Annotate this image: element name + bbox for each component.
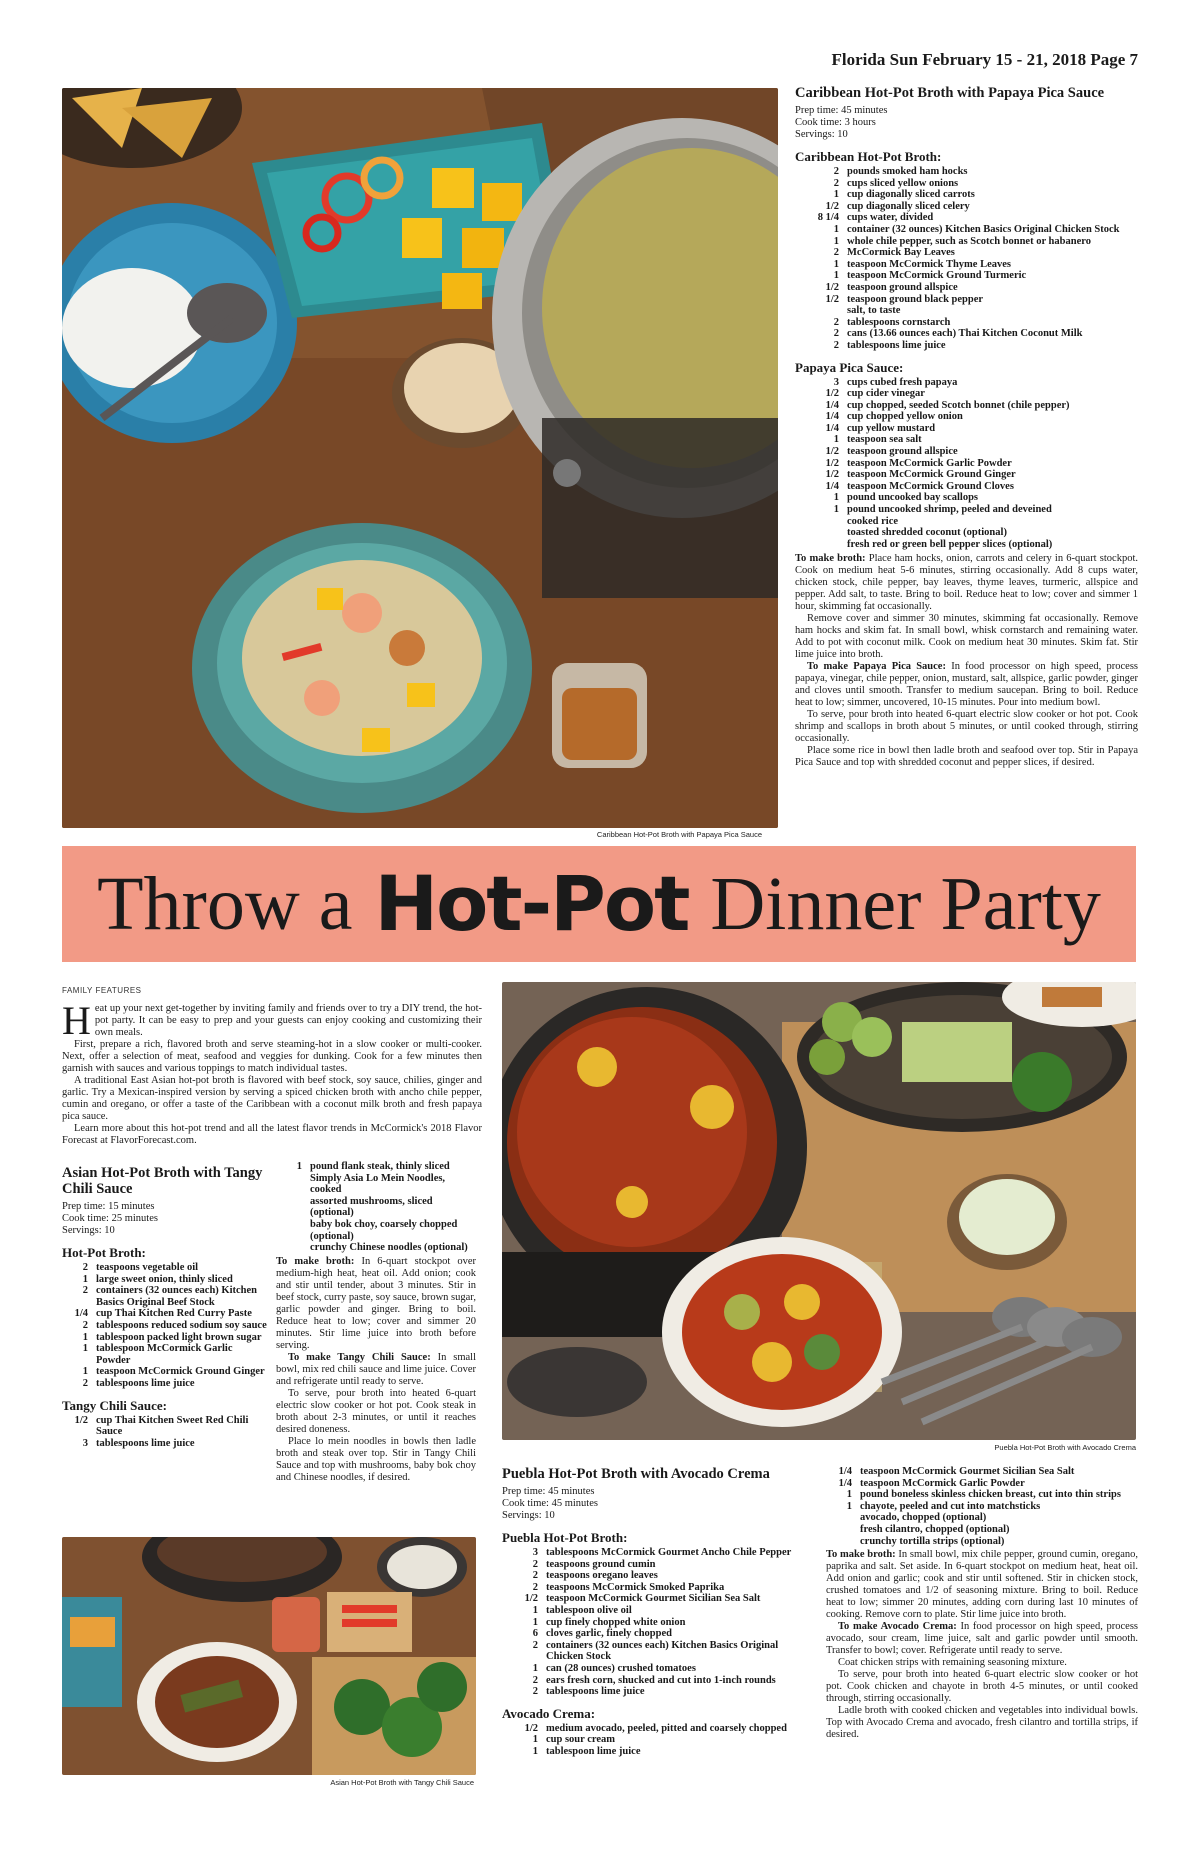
caribbean-recipe <box>795 85 1138 769</box>
ingredient-row <box>795 294 1138 306</box>
ingredient-text: cloves garlic, finely chopped <box>546 1628 672 1640</box>
ingredient-text: cups cubed fresh papaya <box>847 376 958 388</box>
ingredient-quantity: 1 <box>846 1489 852 1501</box>
ingredient-text: cup diagonally sliced carrots <box>847 189 975 201</box>
ingredient-text: McCormick Bay Leaves <box>847 247 955 259</box>
ingredient-row <box>795 270 1138 282</box>
ingredient-quantity: 1 <box>833 235 839 247</box>
puebla-title: Puebla Hot-Pot Broth with Avocado Crema <box>502 1466 770 1482</box>
ingredient-row <box>795 212 1138 224</box>
puebla-photo-art <box>502 982 1136 1440</box>
caribbean-servings: Servings: 10 <box>795 129 848 140</box>
caribbean-directions-5: Place some rice in bowl then ladle broth and seafood over top. Stir in Papaya Pica Sauce and top with shredded coconut and pepper slices, if desired. <box>795 745 1138 769</box>
ingredient-row <box>502 1547 812 1559</box>
ingredient-quantity: 1 <box>532 1616 538 1628</box>
ingredient-quantity: 1 <box>833 223 839 235</box>
ingredient-quantity: 2 <box>833 177 839 189</box>
ingredient-row <box>795 178 1138 190</box>
intro-article <box>62 985 482 1147</box>
ingredient-text: cups water, divided <box>847 212 934 224</box>
ingredient-row <box>62 1320 267 1332</box>
caribbean-title: Caribbean Hot-Pot Broth with Papaya Pica Sauce <box>795 85 1105 101</box>
ingredient-quantity: 6 <box>532 1628 538 1640</box>
puebla-directions-3: Coat chicken strips with remaining seasoning mixture. <box>838 1657 1067 1669</box>
ingredient-text: Simply Asia Lo Mein Noodles, cooked <box>310 1172 446 1196</box>
ingredient-text: tablespoons lime juice <box>96 1437 195 1449</box>
ingredient-row <box>62 1366 267 1378</box>
ingredient-row <box>502 1746 812 1758</box>
ingredient-row <box>502 1559 812 1571</box>
ingredient-text: avocado, chopped (optional) <box>860 1512 987 1524</box>
ingredient-row <box>795 423 1138 435</box>
ingredient-row <box>795 446 1138 458</box>
ingredient-quantity: 3 <box>833 376 839 388</box>
ingredient-quantity <box>276 1219 310 1242</box>
ingredient-text: tablespoons McCormick Gourmet Ancho Chile Pepper <box>546 1547 792 1558</box>
asian-directions-2: To make Tangy Chili Sauce: In small bowl, mix red chili sauce and lime juice. Cover and refrigerate until ready to serve. <box>276 1351 476 1387</box>
asian-broth-ingredients <box>62 1262 267 1390</box>
ingredient-text: tablespoon lime juice <box>546 1745 641 1757</box>
ingredient-quantity <box>276 1242 310 1254</box>
ingredient-text: cup diagonally sliced celery <box>847 200 970 212</box>
headline-part-1: Throw a <box>97 862 353 946</box>
caribbean-directions-4: To serve, pour broth into heated 6-quart electric slow cooker or hot pot. Cook shrimp and scallops in broth about 5 minutes, or until cooked through, stirring occasionally. <box>795 709 1138 745</box>
ingredient-quantity <box>795 527 847 539</box>
ingredient-quantity: 1 <box>532 1734 538 1746</box>
ingredient-row <box>502 1617 812 1629</box>
asian-photo-caption: Asian Hot-Pot Broth with Tangy Chili Sauce <box>330 1778 474 1787</box>
ingredient-row <box>502 1582 812 1594</box>
ingredient-text: baby bok choy, coarsely chopped (optional) <box>310 1218 458 1242</box>
ingredient-text: cooked rice <box>847 515 899 527</box>
ingredient-quantity: 1 <box>82 1273 88 1285</box>
ingredient-quantity <box>276 1196 310 1219</box>
puebla-broth-heading: Puebla Hot-Pot Broth: <box>502 1530 628 1545</box>
ingredient-quantity: 1/2 <box>74 1414 88 1426</box>
ingredient-quantity: 1/2 <box>825 469 839 481</box>
ingredient-text: salt, to taste <box>847 305 901 317</box>
ingredient-row <box>795 458 1138 470</box>
ingredient-quantity: 1 <box>833 504 839 516</box>
ingredient-row <box>795 166 1138 178</box>
ingredient-text: teaspoon McCormick Thyme Leaves <box>847 258 1011 270</box>
ingredient-row <box>795 388 1138 400</box>
ingredient-row <box>795 317 1138 329</box>
ingredient-text: fresh cilantro, chopped (optional) <box>860 1523 1010 1535</box>
ingredient-quantity <box>826 1536 860 1548</box>
ingredient-row <box>62 1308 267 1320</box>
puebla-cook: Cook time: 45 minutes <box>502 1498 598 1509</box>
caribbean-sauce-ingredients <box>795 377 1138 551</box>
ingredient-text: containers (32 ounces each) Kitchen Basics Original Chicken Stock <box>546 1639 779 1663</box>
puebla-directions-4: To serve, pour broth into heated 6-quart electric slow cooker or hot pot. Cook chicken and chayote in broth 4-5 minutes, or until cooked through, stirring occasionally. <box>826 1669 1138 1705</box>
ingredient-text: pound boneless skinless chicken breast, cut into thin strips <box>860 1489 1121 1501</box>
ingredient-row <box>795 259 1138 271</box>
ingredient-row <box>795 516 1138 528</box>
ingredient-row <box>62 1262 267 1274</box>
ingredient-quantity: 1 <box>82 1366 88 1378</box>
ingredient-row <box>276 1219 476 1242</box>
ingredient-quantity: 2 <box>833 339 839 351</box>
ingredient-quantity: 1 <box>82 1331 88 1343</box>
ingredient-quantity: 1 <box>532 1745 538 1757</box>
ingredient-row <box>826 1466 1138 1478</box>
puebla-broth-ingredients <box>502 1547 812 1698</box>
asian-directions-1: To make broth: In 6-quart stockpot over medium-high heat, heat oil. Add onion; cook and stir until tender, about 3 minutes. Stir in beef stock, curry paste, soy sauce, brown sugar, garlic powder and ginger. Bring to boil. Reduce heat to low; cover and simmer 20 minutes. Stir lime juice into broth before serving. <box>276 1255 476 1351</box>
ingredient-quantity: 2 <box>82 1377 88 1389</box>
ingredient-text: tablespoon packed light brown sugar <box>96 1331 262 1343</box>
ingredient-text: can (28 ounces) crushed tomatoes <box>546 1662 696 1674</box>
asian-title: Asian Hot-Pot Broth with Tangy Chili Sauce <box>62 1165 263 1197</box>
ingredient-text: pound flank steak, thinly sliced <box>310 1161 450 1172</box>
ingredient-text: cup cider vinegar <box>847 388 925 400</box>
ingredient-row <box>795 328 1138 340</box>
ingredient-row <box>502 1663 812 1675</box>
ingredient-text: cup chopped yellow onion <box>847 411 963 423</box>
ingredient-quantity: 1/2 <box>825 388 839 400</box>
ingredient-quantity: 1/2 <box>825 293 839 305</box>
ingredient-row <box>795 189 1138 201</box>
ingredient-quantity: 2 <box>532 1581 538 1593</box>
ingredient-row <box>502 1605 812 1617</box>
caribbean-cook: Cook time: 3 hours <box>795 117 876 128</box>
ingredient-text: large sweet onion, thinly sliced <box>96 1273 233 1285</box>
ingredient-text: tablespoon McCormick Garlic Powder <box>96 1343 233 1366</box>
ingredient-quantity: 2 <box>82 1262 88 1273</box>
ingredient-quantity <box>795 305 847 317</box>
ingredient-quantity: 1 <box>833 492 839 504</box>
ingredient-quantity: 1/4 <box>74 1308 88 1320</box>
ingredient-row <box>502 1723 812 1735</box>
ingredient-quantity: 2 <box>532 1570 538 1582</box>
ingredient-quantity: 2 <box>833 166 839 177</box>
puebla-photo-caption: Puebla Hot-Pot Broth with Avocado Crema <box>994 1443 1136 1452</box>
ingredient-row <box>826 1501 1138 1513</box>
ingredient-text: cans (13.66 ounces each) Thai Kitchen Coconut Milk <box>847 328 1083 340</box>
ingredient-text: assorted mushrooms, sliced (optional) <box>310 1195 433 1219</box>
ingredient-quantity: 2 <box>532 1674 538 1686</box>
ingredient-row <box>502 1686 812 1698</box>
ingredient-row <box>795 492 1138 504</box>
drop-cap: H <box>62 998 91 1043</box>
ingredient-text: teaspoon McCormick Ground Ginger <box>96 1366 265 1378</box>
ingredient-row <box>795 377 1138 389</box>
ingredient-quantity: 8 1/4 <box>817 212 839 224</box>
ingredient-text: whole chile pepper, such as Scotch bonnet or habanero <box>847 235 1091 247</box>
ingredient-text: teaspoon McCormick Garlic Powder <box>847 457 1012 469</box>
ingredient-quantity: 3 <box>532 1547 538 1558</box>
ingredient-text: teaspoon ground allspice <box>847 446 958 458</box>
ingredient-row <box>795 247 1138 259</box>
puebla-directions-2: To make Avocado Crema: In food processor on high speed, process avocado, sour cream, lime juice, salt and garlic powder until smooth. Transfer to bowl; cover. Refrigerate until ready to serve. <box>826 1621 1139 1657</box>
ingredient-quantity: 1/4 <box>838 1477 852 1489</box>
asian-photo <box>62 1537 476 1775</box>
ingredient-row <box>502 1570 812 1582</box>
ingredient-text: cup chopped, seeded Scotch bonnet (chile pepper) <box>847 399 1070 411</box>
puebla-photo <box>502 982 1136 1440</box>
ingredient-text: teaspoon ground allspice <box>847 281 958 293</box>
ingredient-text: teaspoon McCormick Gourmet Sicilian Sea Salt <box>860 1466 1075 1477</box>
ingredient-text: teaspoon McCormick Garlic Powder <box>860 1477 1025 1489</box>
ingredient-quantity: 1 <box>532 1604 538 1616</box>
ingredient-row <box>62 1343 267 1366</box>
ingredient-text: crunchy tortilla strips (optional) <box>860 1535 1005 1547</box>
puebla-directions-1: To make broth: In small bowl, mix chile pepper, ground cumin, oregano, paprika and salt. Set aside. In 6-quart stockpot on medium heat, heat oil. Add onion and garlic; cook and stir until softened. Stir in chicken stock, crushed tomatoes and 1/2 of seasoning mixture. Bring to boil. Reduce heat to low; simmer 20 minutes, adding corn during last 10 minutes of cooking. Remove corn to plate. Stir lime juice into broth. <box>826 1549 1138 1621</box>
ingredient-quantity: 3 <box>82 1437 88 1449</box>
ingredient-row <box>795 539 1138 551</box>
asian-directions-3: To serve, pour broth into heated 6-quart electric slow cooker or hot pot. Cook steak in broth about 2-3 minutes, or until it reaches desired doneness. <box>276 1387 476 1435</box>
ingredient-row <box>826 1478 1138 1490</box>
puebla-recipe <box>502 1466 812 1758</box>
ingredient-text: cup Thai Kitchen Sweet Red Chili Sauce <box>96 1414 249 1438</box>
ingredient-row <box>62 1415 267 1438</box>
ingredient-quantity: 2 <box>532 1558 538 1570</box>
ingredient-text: cup yellow mustard <box>847 422 936 434</box>
ingredient-row <box>62 1438 267 1450</box>
headline-banner <box>62 846 1136 962</box>
asian-broth-heading: Hot-Pot Broth: <box>62 1245 146 1260</box>
asian-extra-ingredients <box>276 1161 476 1254</box>
ingredient-row <box>276 1173 476 1196</box>
caribbean-directions-3: To make Papaya Pica Sauce: In food processor on high speed, process papaya, vinegar, chile pepper, onion, mustard, salt, allspice, garlic powder, ginger and cloves until smooth. Transfer to medium saucepan. Bring to boil. Reduce heat to low; simmer, uncovered, 10-15 minutes. Pour into medium bowl. <box>795 661 1139 709</box>
ingredient-quantity: 1/4 <box>825 422 839 434</box>
asian-photo-art <box>62 1537 476 1775</box>
ingredient-row <box>276 1196 476 1219</box>
intro-paragraph-1: Heat up your next get-together by inviting family and friends over to try a DIY trend, the hot-pot party. It can be easy to prep and your guests can enjoy cooking and customizing their own meals. <box>62 998 482 1043</box>
ingredient-row <box>795 400 1138 412</box>
ingredient-text: teaspoon McCormick Ground Ginger <box>847 469 1016 481</box>
ingredient-row <box>502 1734 812 1746</box>
ingredient-quantity <box>826 1512 860 1524</box>
ingredient-row <box>795 224 1138 236</box>
ingredient-quantity: 1/2 <box>524 1722 538 1734</box>
ingredient-quantity: 2 <box>833 328 839 340</box>
ingredient-quantity: 1/4 <box>825 399 839 411</box>
ingredient-row <box>795 236 1138 248</box>
ingredient-quantity <box>795 516 847 528</box>
ingredient-text: container (32 ounces) Kitchen Basics Original Chicken Stock <box>847 223 1120 235</box>
ingredient-row <box>826 1512 1138 1524</box>
ingredient-text: teaspoon McCormick Ground Turmeric <box>847 270 1027 282</box>
ingredient-row <box>502 1628 812 1640</box>
ingredient-text: teaspoons McCormick Smoked Paprika <box>546 1581 725 1593</box>
ingredient-row <box>795 481 1138 493</box>
ingredient-quantity: 1 <box>82 1343 88 1355</box>
ingredient-quantity <box>795 539 847 551</box>
ingredient-text: pounds smoked ham hocks <box>847 166 968 177</box>
puebla-servings: Servings: 10 <box>502 1510 555 1521</box>
caribbean-directions-2: Remove cover and simmer 30 minutes, skimming fat occasionally. Remove ham hocks and skim fat. In small bowl, whisk cornstarch and remaining water. Add to pot with coconut milk. Cook on medium heat 30 minutes. Skim fat. Stir lime juice into broth. <box>795 613 1138 661</box>
ingredient-text: teaspoon McCormick Gourmet Sicilian Sea Salt <box>546 1593 761 1605</box>
ingredient-text: tablespoons reduced sodium soy sauce <box>96 1319 267 1331</box>
caribbean-meta <box>795 105 1138 141</box>
ingredient-text: tablespoon olive oil <box>546 1604 632 1616</box>
ingredient-text: cups sliced yellow onions <box>847 177 959 189</box>
ingredient-text: teaspoons oregano leaves <box>546 1570 658 1582</box>
caribbean-photo <box>62 88 778 828</box>
ingredient-quantity: 1/2 <box>825 281 839 293</box>
ingredient-quantity: 1/2 <box>825 446 839 458</box>
ingredient-text: medium avocado, peeled, pitted and coarsely chopped <box>546 1722 787 1734</box>
ingredient-quantity <box>826 1524 860 1536</box>
caribbean-prep: Prep time: 45 minutes <box>795 105 888 116</box>
ingredient-text: tablespoons lime juice <box>847 339 946 351</box>
ingredient-text: fresh red or green bell pepper slices (optional) <box>847 538 1053 550</box>
asian-recipe <box>62 1165 267 1449</box>
puebla-recipe-continued <box>826 1466 1138 1741</box>
ingredient-text: ears fresh corn, shucked and cut into 1-inch rounds <box>546 1674 776 1686</box>
ingredient-row <box>826 1489 1138 1501</box>
headline-part-3: Dinner Party <box>710 862 1101 946</box>
puebla-prep: Prep time: 45 minutes <box>502 1486 595 1497</box>
asian-directions-4: Place lo mein noodles in bowls then ladle broth and steak over top. Stir in Tangy Chili Sauce and top with mushrooms, baby bok choy and Chinese noodles, if desired. <box>276 1435 476 1483</box>
asian-servings: Servings: 10 <box>62 1225 115 1236</box>
source-label: FAMILY FEATURES <box>62 986 142 995</box>
asian-prep: Prep time: 15 minutes <box>62 1201 155 1212</box>
ingredient-row <box>795 434 1138 446</box>
asian-sauce-ingredients <box>62 1415 267 1450</box>
ingredient-row <box>795 282 1138 294</box>
ingredient-quantity: 1/4 <box>825 480 839 492</box>
ingredient-row <box>62 1285 267 1308</box>
ingredient-quantity: 1/2 <box>825 200 839 212</box>
ingredient-quantity: 2 <box>532 1686 538 1698</box>
puebla-meta <box>502 1486 812 1522</box>
ingredient-quantity: 1 <box>833 434 839 446</box>
ingredient-row <box>62 1274 267 1286</box>
ingredient-text: containers (32 ounces each) Kitchen Basics Original Beef Stock <box>96 1285 257 1308</box>
ingredient-quantity: 1 <box>296 1161 302 1172</box>
ingredient-row <box>795 504 1138 516</box>
ingredient-text: teaspoon sea salt <box>847 434 922 446</box>
caribbean-photo-art <box>62 88 778 828</box>
puebla-crema-heading: Avocado Crema: <box>502 1705 596 1721</box>
ingredient-text: tablespoons lime juice <box>96 1377 195 1389</box>
caribbean-broth-heading: Caribbean Hot-Pot Broth: <box>795 149 942 164</box>
ingredient-text: cup Thai Kitchen Red Curry Paste <box>96 1308 252 1320</box>
intro-paragraph-4: Learn more about this hot-pot trend and all the latest flavor trends in McCormick's 2018 Flavor Forecast at FlavorForecast.com. <box>62 1123 482 1146</box>
ingredient-row <box>795 305 1138 317</box>
ingredient-row <box>276 1161 476 1173</box>
ingredient-row <box>795 527 1138 539</box>
asian-recipe-continued <box>276 1161 476 1484</box>
ingredient-row <box>795 469 1138 481</box>
puebla-crema-ingredients <box>502 1723 812 1758</box>
ingredient-quantity: 1 <box>833 270 839 282</box>
caribbean-photo-caption: Caribbean Hot-Pot Broth with Papaya Pica Sauce <box>596 830 762 839</box>
asian-sauce-heading: Tangy Chili Sauce: <box>62 1397 167 1413</box>
ingredient-text: chayote, peeled and cut into matchsticks <box>860 1500 1041 1512</box>
ingredient-text: cup finely chopped white onion <box>546 1616 686 1628</box>
ingredient-quantity: 2 <box>82 1319 88 1331</box>
asian-meta <box>62 1201 267 1237</box>
caribbean-directions-1: To make broth: Place ham hocks, onion, carrots and celery in 6-quart stockpot. Cook on medium heat 5-6 minutes, stirring occasionally. Add 8 cups water, chicken stock, chile pepper, bay leaves, thyme leaves, turmeric, allspice and pepper. Add salt, to taste. Bring to boil. Reduce heat to low; cover and simmer 1 hour, skimming fat occasionally. <box>795 553 1138 613</box>
ingredient-row <box>795 340 1138 352</box>
ingredient-text: cup sour cream <box>546 1734 616 1746</box>
ingredient-row <box>502 1593 812 1605</box>
ingredient-quantity: 2 <box>833 316 839 328</box>
ingredient-row <box>795 201 1138 213</box>
ingredient-row <box>502 1640 812 1663</box>
ingredient-quantity: 1 <box>833 189 839 201</box>
caribbean-broth-ingredients <box>795 166 1138 352</box>
ingredient-quantity: 2 <box>532 1639 538 1651</box>
ingredient-row <box>276 1242 476 1254</box>
puebla-extra-ingredients <box>826 1466 1138 1547</box>
ingredient-quantity: 1/2 <box>825 457 839 469</box>
intro-paragraph-2: First, prepare a rich, flavored broth and serve steaming-hot in a slow cooker or multi-cooker. Next, offer a selection of meat, seafood and veggies for dunking. Cook for a few minutes then garnish with sauces and various toppings to match individual tastes. <box>62 1039 482 1074</box>
ingredient-text: teaspoon McCormick Ground Cloves <box>847 480 1014 492</box>
headline-part-2: Hot-Pot <box>374 859 689 948</box>
ingredient-text: teaspoons vegetable oil <box>96 1262 199 1273</box>
ingredient-text: pound uncooked bay scallops <box>847 492 979 504</box>
ingredient-quantity: 1/4 <box>825 411 839 423</box>
ingredient-text: pound uncooked shrimp, peeled and deveined <box>847 504 1052 516</box>
ingredient-quantity: 1 <box>846 1500 852 1512</box>
ingredient-quantity: 2 <box>833 247 839 259</box>
ingredient-text: tablespoons lime juice <box>546 1686 645 1698</box>
ingredient-text: teaspoon ground black pepper <box>847 293 984 305</box>
ingredient-quantity: 1 <box>532 1662 538 1674</box>
ingredient-text: teaspoons ground cumin <box>546 1558 656 1570</box>
intro-paragraph-3: A traditional East Asian hot-pot broth is flavored with beef stock, soy sauce, chilies, ginger and garlic. Try a Mexican-inspired version by serving a spiced chicken broth with ancho chile pepper, cumin and oregano, or offer a taste of the Caribbean with a coconut milk broth and fresh papaya pica sauce. <box>62 1075 482 1122</box>
ingredient-row <box>826 1524 1138 1536</box>
puebla-directions-5: Ladle broth with cooked chicken and vegetables into individual bowls. Top with Avocado Crema and avocado, fresh cilantro and tortilla strips, if desired. <box>826 1705 1138 1741</box>
ingredient-quantity: 1/2 <box>524 1593 538 1605</box>
masthead: Florida Sun February 15 - 21, 2018 Page 7 <box>831 50 1138 69</box>
ingredient-row <box>502 1675 812 1687</box>
ingredient-text: tablespoons cornstarch <box>847 316 951 328</box>
ingredient-quantity: 1 <box>833 258 839 270</box>
ingredient-row <box>62 1332 267 1344</box>
ingredient-quantity <box>276 1173 310 1196</box>
ingredient-row <box>62 1378 267 1390</box>
ingredient-row <box>795 411 1138 423</box>
caribbean-sauce-heading: Papaya Pica Sauce: <box>795 359 904 375</box>
asian-cook: Cook time: 25 minutes <box>62 1213 158 1224</box>
ingredient-quantity: 1/4 <box>838 1466 852 1477</box>
ingredient-quantity: 2 <box>82 1285 88 1297</box>
ingredient-text: toasted shredded coconut (optional) <box>847 527 1007 539</box>
ingredient-text: crunchy Chinese noodles (optional) <box>310 1242 468 1254</box>
ingredient-row <box>826 1536 1138 1548</box>
